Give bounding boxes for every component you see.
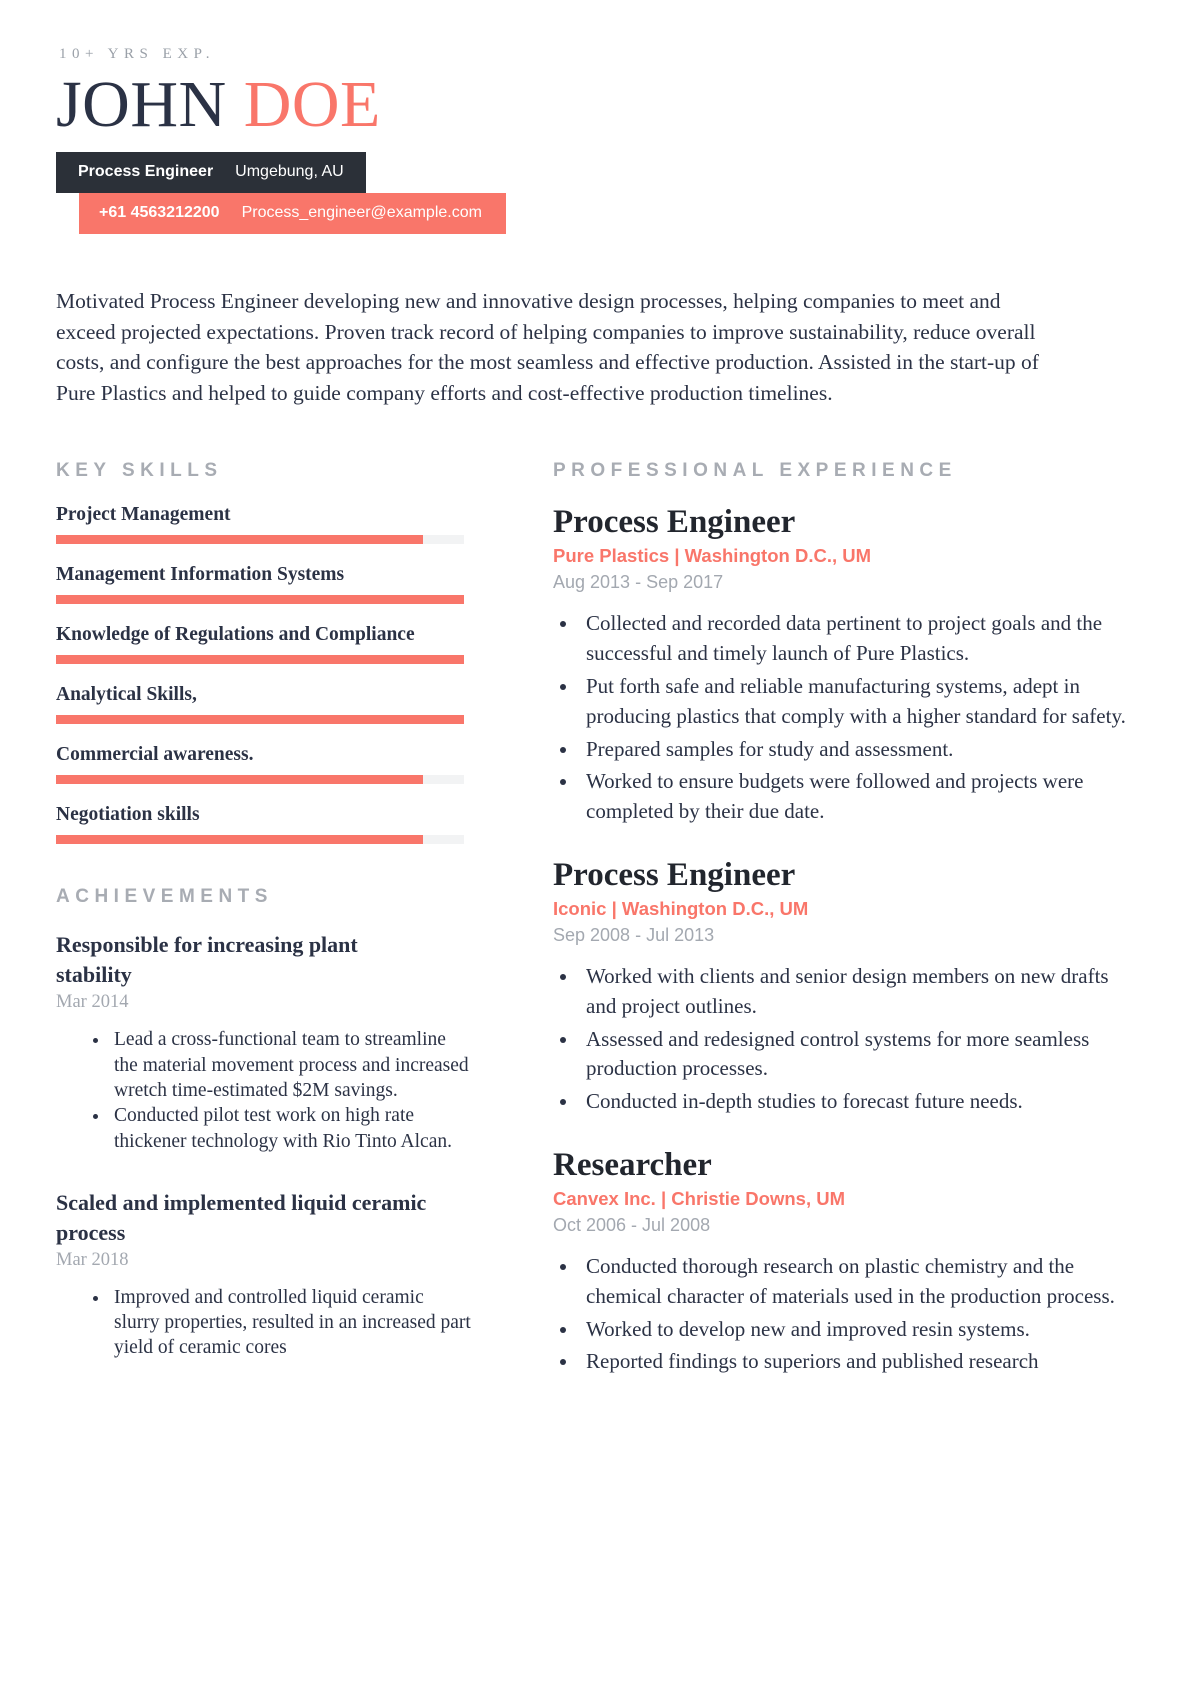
page-title	[56, 68, 1135, 141]
skill-level-track	[56, 835, 464, 844]
email-address[interactable]: Process_engineer@example.com	[241, 204, 482, 222]
role-location-bar	[56, 152, 366, 193]
achievements-list	[56, 930, 471, 1360]
skill-item	[56, 564, 471, 604]
list-item: • Reported findings to superiors and published research	[579, 1347, 1135, 1377]
experience-eyebrow: 10+ YRS EXP.	[59, 46, 216, 62]
skill-name: Knowledge of Regulations and Compliance	[56, 624, 415, 646]
skill-level-track	[56, 715, 464, 724]
skill-name: Commercial awareness.	[56, 744, 254, 766]
list-item: • Worked to ensure budgets were followed and projects were completed by their due date.	[579, 767, 1135, 827]
list-item: • Conducted pilot test work on high rate thickener technology with Rio Tinto Alcan.	[110, 1103, 471, 1154]
list-item: • Conducted in-depth studies to forecast future needs.	[579, 1087, 1135, 1117]
job-company: Pure Plastics | Washington D.C., UM	[553, 545, 872, 567]
skill-name: Analytical Skills,	[56, 684, 197, 706]
job-title: Process Engineer	[553, 857, 796, 894]
job-bullets	[579, 1252, 1135, 1377]
skill-level-fill	[56, 715, 464, 724]
job-bullets	[579, 962, 1135, 1117]
body-columns	[56, 460, 1135, 1407]
skill-level-fill	[56, 835, 423, 844]
role-location-bar-wrap	[56, 152, 1135, 193]
skill-level-fill	[56, 535, 423, 544]
last-name: DOE	[243, 68, 381, 141]
experience-item	[553, 504, 1135, 827]
key-skills-list	[56, 504, 471, 844]
list-item: • Improved and controlled liquid ceramic slurry properties, resulted in an increased part yield of ceramic cores	[110, 1285, 471, 1361]
job-dates: Oct 2006 - Jul 2008	[553, 1214, 711, 1235]
achievement-date: Mar 2018	[56, 1249, 129, 1270]
list-item: • Conducted thorough research on plastic chemistry and the chemical character of materials used in the production process.	[579, 1252, 1135, 1312]
experience-item	[553, 1147, 1135, 1377]
column-divider	[471, 460, 501, 1407]
list-item: • Worked with clients and senior design members on new drafts and project outlines.	[579, 962, 1135, 1022]
skill-name: Management Information Systems	[56, 564, 345, 586]
list-item: • Prepared samples for study and assessment.	[579, 735, 1135, 765]
section-title-key-skills: KEY SKILLS	[56, 460, 223, 482]
job-location: Umgebung, AU	[235, 163, 344, 181]
achievement-bullets	[110, 1285, 471, 1361]
section-title-achievements: ACHIEVEMENTS	[56, 886, 273, 908]
list-item: • Assessed and redesigned control systems for more seamless production processes.	[579, 1025, 1135, 1085]
skill-level-track	[56, 595, 464, 604]
skill-item	[56, 684, 471, 724]
skill-item	[56, 504, 471, 544]
achievement-title: Scaled and implemented liquid ceramic process	[56, 1189, 427, 1245]
list-item: • Worked to develop new and improved resin systems.	[579, 1315, 1135, 1345]
job-company: Canvex Inc. | Christie Downs, UM	[553, 1187, 845, 1209]
achievement-item	[56, 930, 471, 1154]
experience-list	[553, 504, 1135, 1377]
job-title: Researcher	[553, 1147, 712, 1184]
list-item: • Lead a cross-functional team to streamline the material movement process and increased wretch time-estimated $2M savings.	[110, 1027, 471, 1103]
job-dates: Sep 2008 - Jul 2013	[553, 924, 715, 945]
achievement-title: Responsible for increasing plant stability	[56, 932, 358, 988]
skill-item	[56, 624, 471, 664]
achievement-bullets	[110, 1027, 471, 1154]
list-item: • Put forth safe and reliable manufacturing systems, adept in producing plastics that comply with a higher standard for safety.	[579, 672, 1135, 732]
job-bullets	[579, 609, 1135, 827]
skill-level-fill	[56, 655, 464, 664]
job-company: Iconic | Washington D.C., UM	[553, 897, 809, 919]
phone-number[interactable]: +61 4563212200	[99, 204, 220, 222]
left-column	[56, 460, 471, 1407]
skill-item	[56, 744, 471, 784]
contact-bar-wrap	[56, 193, 1135, 234]
right-column	[501, 460, 1135, 1407]
contact-bar	[79, 193, 506, 234]
skill-level-track	[56, 775, 464, 784]
skill-item	[56, 804, 471, 844]
resume-header	[56, 46, 1135, 234]
skill-level-fill	[56, 595, 464, 604]
section-title-experience: PROFESSIONAL EXPERIENCE	[553, 460, 957, 482]
list-item: • Collected and recorded data pertinent to project goals and the successful and timely launch of Pure Plastics.	[579, 609, 1135, 669]
skill-level-track	[56, 535, 464, 544]
experience-item	[553, 857, 1135, 1117]
achievement-date: Mar 2014	[56, 992, 129, 1013]
first-name: JOHN	[56, 68, 227, 141]
skill-name: Negotiation skills	[56, 804, 200, 826]
skill-name: Project Management	[56, 504, 231, 526]
job-dates: Aug 2013 - Sep 2017	[553, 572, 724, 593]
skill-level-fill	[56, 775, 423, 784]
skill-level-track	[56, 655, 464, 664]
achievement-item	[56, 1188, 471, 1361]
job-role: Process Engineer	[78, 163, 214, 181]
professional-summary: Motivated Process Engineer developing new and innovative design processes, helping companies to meet and exceed projected expectations. Proven track record of helping companies to improve sustainability, reduce overall costs, and configure the best approaches for the most seamless and effective production. Assisted in the start-up of Pure Plastics and helped to guide company efforts and cost-effective production timelines.	[56, 289, 1039, 405]
job-title: Process Engineer	[553, 504, 796, 541]
